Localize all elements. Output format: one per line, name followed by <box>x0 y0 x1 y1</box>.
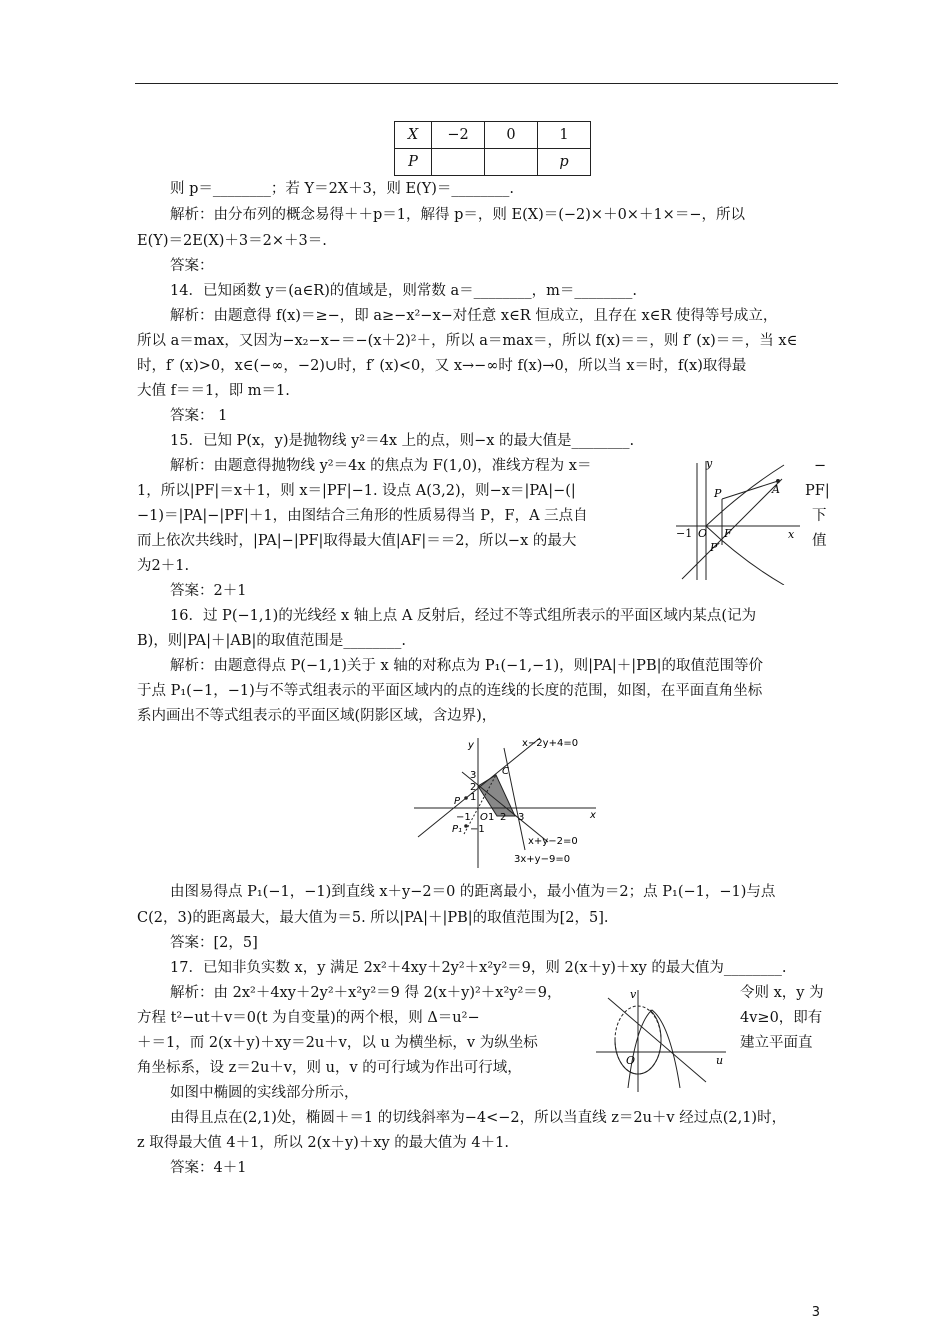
text-line: C(2，3)的距离最大，最大值为＝5. 所以|PA|＋|PB|的取值范围为[2，5]. <box>137 910 609 926</box>
tick-label: 1 <box>488 812 495 823</box>
axis-label: y <box>706 457 713 470</box>
text-line: 答案：2＋1 <box>170 583 247 599</box>
tick-label: 3 <box>518 812 525 823</box>
tick-label: −1 <box>456 812 471 823</box>
tick-label: 2 <box>500 812 507 823</box>
table-cell: P <box>395 149 432 176</box>
axis-label: x <box>590 810 596 821</box>
text-line: E(Y)＝2E(X)＋3＝2×＋3＝. <box>137 233 327 249</box>
text-line: 则 p＝________；若 Y＝2X＋3，则 E(Y)＝________. <box>170 181 515 197</box>
text-line: 由得且点在(2,1)处，椭圆＋＝1 的切线斜率为−4<−2，所以当直线 z＝2u＋v 经过点(2,1)时， <box>170 1110 787 1126</box>
point-label: O <box>698 527 708 540</box>
question-16: 16．过 P(−1,1)的光线经 x 轴上点 A 反射后，经过不等式组所表示的平面区域内某点(记为 <box>170 608 757 624</box>
point-label: P <box>714 487 722 500</box>
question-15: 15．已知 P(x，y)是抛物线 y²＝4x 上的点，则−x 的最大值是________. <box>170 433 635 449</box>
text-line: 由图易得点 P₁(−1，−1)到直线 x＋y−2＝0 的距离最小，最小值为＝2；点 P₁(−1，−1)与点 <box>170 884 776 900</box>
point-label: P′ <box>710 541 720 554</box>
text-line: 所以 a＝max，又因为−x₂−x−＝−(x＋2)²＋，所以 a＝max＝，所以 f(x)＝＝，则 f′ (x)＝＝，当 x∈ <box>137 333 798 349</box>
side-text: 下 <box>812 508 827 524</box>
point-p <box>464 796 468 800</box>
text-line: 大值 f＝＝1，即 m＝1. <box>137 383 290 399</box>
question-14: 14．已知函数 y＝(a∈R)的值域是，则常数 a＝________，m＝________. <box>170 283 637 299</box>
line-label: x−2y+4=0 <box>522 738 579 749</box>
text-line: 解析：由题意得 f(x)＝≥−，即 a≥−x²−x−对任意 x∈R 恒成立，且存在 x∈R 使得等号成立， <box>170 308 778 324</box>
point-label: F <box>724 527 732 540</box>
text-line: 于点 P₁(−1，−1)与不等式组表示的平面区域内的点的连线的长度的范围，如图，在平面直角坐标 <box>137 683 763 699</box>
tick-label: −1 <box>676 527 693 540</box>
text-line: B)，则|PA|＋|AB|的取值范围是________. <box>137 633 406 649</box>
point-label: P <box>454 796 461 807</box>
point-label: C <box>502 766 509 777</box>
table-cell: X <box>395 122 432 149</box>
text-line: 时，f′ (x)>0，x∈(−∞，−2)∪时，f′ (x)<0，又 x→−∞时 f(x)→0，所以当 x＝时，f(x)取得最 <box>137 358 747 374</box>
text-line: 为2＋1. <box>137 558 190 574</box>
text-line: 答案： <box>170 258 214 274</box>
point-label: O <box>626 1054 636 1067</box>
side-text: 值 <box>812 533 827 549</box>
table-cell <box>432 149 485 176</box>
text-line: 答案：4＋1 <box>170 1160 247 1176</box>
text-line: 而上依次共线时，|PA|−|PF|取得最大值|AF|＝＝2，所以−x 的最大 <box>137 533 577 549</box>
text-line: 角坐标系，设 z＝2u＋v，则 u，v 的可行域为作出可行域， <box>137 1060 522 1076</box>
page-number: 3 <box>811 1305 820 1320</box>
axis-label: v <box>630 988 637 1001</box>
table-cell: −2 <box>432 122 485 149</box>
side-text: 4v≥0，即有 <box>740 1010 823 1026</box>
text-line: ＋＝1，而 2(x＋y)＋xy＝2u＋v，以 u 为横坐标，v 为纵坐标 <box>137 1035 538 1051</box>
text-line: 答案： 1 <box>170 408 228 424</box>
text-line: 解析：由 2x²＋4xy＋2y²＋x²y²＝9 得 2(x＋y)²＋x²y²＝9， <box>170 985 562 1001</box>
line-label: 3x+y−9=0 <box>514 854 571 865</box>
parabola-figure <box>668 455 808 585</box>
text-line: 系内画出不等式组表示的平面区域(阴影区域，含边界)， <box>137 708 497 724</box>
side-text: 建立平面直 <box>740 1035 813 1051</box>
axis-label: u <box>716 1054 724 1067</box>
text-line: −1)＝|PA|−|PF|＋1，由图结合三角形的性质易得当 P，F，A 三点自 <box>137 508 588 524</box>
table-cell: 0 <box>485 122 538 149</box>
line-label: x+y−2=0 <box>528 836 578 847</box>
text-line: z 取得最大值 4＋1，所以 2(x＋y)＋xy 的最大值为 4＋1. <box>137 1135 509 1151</box>
table-cell: p <box>538 149 591 176</box>
text-line: 解析：由分布列的概念易得＋＋p＝1，解得 p＝，则 E(X)＝(−2)×＋0×＋1×＝−，所以 <box>170 207 745 223</box>
question-17: 17．已知非负实数 x，y 满足 2x²＋4xy＋2y²＋x²y²＝9，则 2(x＋y)＋xy 的最大值为________. <box>170 960 787 976</box>
text-line: 如图中椭圆的实线部分所示， <box>170 1085 359 1101</box>
table-cell: 1 <box>538 122 591 149</box>
side-text: − <box>814 458 827 474</box>
shaded-region <box>478 775 515 816</box>
side-text: 令则 x，y 为 <box>740 985 824 1001</box>
text-line: 解析：由题意得点 P(−1,1)关于 x 轴的对称点为 P₁(−1,−1)，则|PA|＋|PB|的取值范围等价 <box>170 658 763 674</box>
tick-label: 3 <box>470 770 477 781</box>
ellipse-figure <box>594 982 734 1094</box>
table-row <box>395 149 591 176</box>
axis-label: y <box>468 740 474 751</box>
text-line: 1，所以|PF|＝x＋1，则 x＝|PF|−1. 设点 A(3,2)，则−x＝|PA|−(| <box>137 483 576 499</box>
point-label: O <box>480 812 488 823</box>
tick-label: 1 <box>470 792 477 803</box>
tick-label: 2 <box>470 782 477 793</box>
point-p1 <box>464 824 468 828</box>
text-line: 答案：[2，5] <box>170 935 258 951</box>
table-row <box>395 122 591 149</box>
tick-label: −1 <box>470 824 485 835</box>
point-label: P₁ <box>452 824 463 835</box>
feasible-region-figure <box>410 732 600 872</box>
table-cell <box>485 149 538 176</box>
side-text: PF| <box>805 483 830 499</box>
axis-label: x <box>788 528 795 541</box>
text-line: 解析：由题意得抛物线 y²＝4x 的焦点为 F(1,0)，准线方程为 x＝ <box>170 458 592 474</box>
distribution-table <box>394 121 591 176</box>
header-rule <box>135 83 838 84</box>
text-line: 方程 t²−ut＋v＝0(t 为自变量)的两个根，则 Δ＝u²− <box>137 1010 480 1026</box>
point-label: A <box>772 483 780 496</box>
